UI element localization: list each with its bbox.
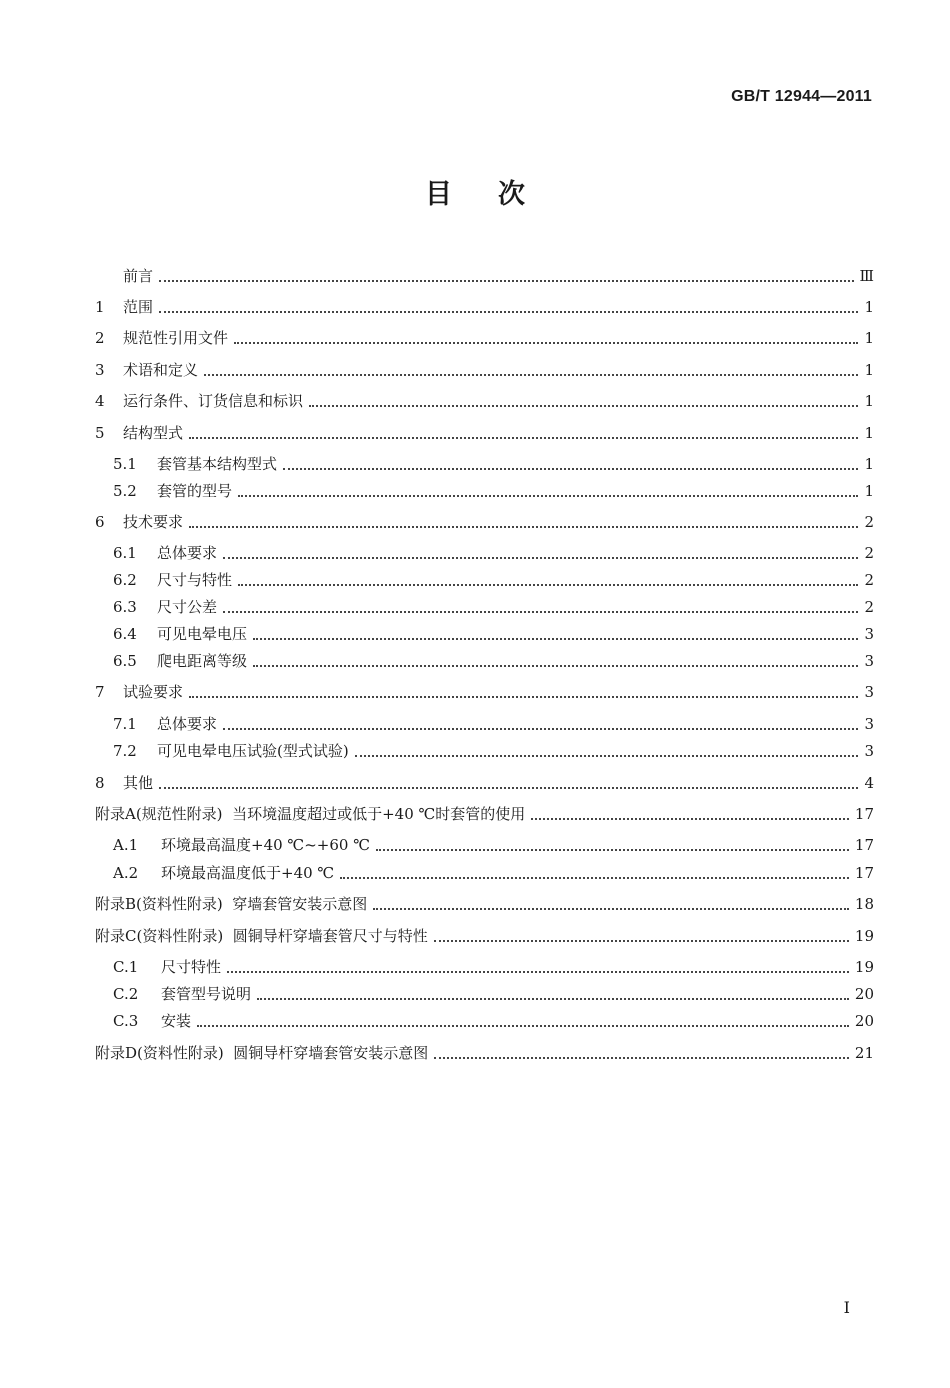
dot-leader: [159, 280, 854, 282]
dot-leader: [238, 495, 858, 497]
dot-leader: [309, 405, 858, 407]
toc-entry[interactable]: 附录B(资料性附录) 穿墙套管安装示意图 18: [95, 895, 874, 913]
toc-entry[interactable]: 5.2 套管的型号 1: [113, 482, 874, 500]
toc-entry[interactable]: 6.2 尺寸与特性 2: [113, 571, 874, 589]
toc-entry[interactable]: C.1 尺寸特性 19: [113, 958, 874, 976]
dot-leader: [227, 971, 849, 973]
dot-leader: [204, 374, 858, 376]
toc-entry[interactable]: 7 试验要求 3: [95, 683, 874, 701]
dot-leader: [159, 311, 858, 313]
dot-leader: [257, 998, 849, 1000]
standard-code: GB/T 12944—2011: [731, 88, 872, 105]
toc-entry[interactable]: 附录D(资料性附录) 圆铜导杆穿墙套管安装示意图 21: [95, 1044, 874, 1062]
dot-leader: [434, 1057, 849, 1059]
toc-entry[interactable]: 6.4 可见电晕电压 3: [113, 625, 874, 643]
toc-entry[interactable]: 6 技术要求 2: [95, 513, 874, 531]
toc-entry[interactable]: 2 规范性引用文件 1: [95, 329, 874, 347]
toc-entry[interactable]: 6.1 总体要求 2: [113, 544, 874, 562]
dot-leader: [223, 611, 858, 613]
toc-entry[interactable]: C.2 套管型号说明 20: [113, 985, 874, 1003]
toc-entry[interactable]: 3 术语和定义 1: [95, 361, 874, 379]
dot-leader: [283, 468, 858, 470]
toc-entry[interactable]: 7.1 总体要求 3: [113, 715, 874, 733]
toc-entry[interactable]: A.2 环境最高温度低于+40 ℃ 17: [113, 864, 874, 882]
dot-leader: [234, 342, 858, 344]
dot-leader: [189, 696, 858, 698]
dot-leader: [189, 526, 858, 528]
dot-leader: [159, 787, 858, 789]
toc-entry[interactable]: 4 运行条件、订货信息和标识 1: [95, 392, 874, 410]
dot-leader: [376, 849, 849, 851]
dot-leader: [197, 1025, 849, 1027]
toc-entry[interactable]: A.1 环境最高温度+40 ℃~+60 ℃ 17: [113, 836, 874, 854]
dot-leader: [253, 665, 858, 667]
toc-entry[interactable]: 5 结构型式 1: [95, 424, 874, 442]
toc-entry[interactable]: 8 其他 4: [95, 774, 874, 792]
toc-entry[interactable]: 6.3 尺寸公差 2: [113, 598, 874, 616]
dot-leader: [531, 818, 849, 820]
toc-entry[interactable]: C.3 安装 20: [113, 1012, 874, 1030]
dot-leader: [223, 728, 858, 730]
toc-entry[interactable]: 7.2 可见电晕电压试验(型式试验) 3: [113, 742, 874, 760]
dot-leader: [223, 557, 858, 559]
toc-entry[interactable]: 附录C(资料性附录) 圆铜导杆穿墙套管尺寸与特性 19: [95, 927, 874, 945]
dot-leader: [373, 908, 849, 910]
dot-leader: [253, 638, 858, 640]
toc-entry[interactable]: 5.1 套管基本结构型式 1: [113, 455, 874, 473]
page-title: 目次: [425, 179, 571, 210]
dot-leader: [340, 877, 849, 879]
toc-entry[interactable]: 6.5 爬电距离等级 3: [113, 652, 874, 670]
toc-entry[interactable]: 前言 Ⅲ: [123, 267, 874, 285]
page-number: I: [843, 1298, 850, 1317]
dot-leader: [355, 755, 858, 757]
dot-leader: [189, 437, 858, 439]
dot-leader: [238, 584, 858, 586]
dot-leader: [434, 940, 849, 942]
toc-entry[interactable]: 附录A(规范性附录) 当环境温度超过或低于+40 ℃时套管的使用 17: [95, 805, 874, 823]
toc-entry[interactable]: 1 范围 1: [95, 298, 874, 316]
